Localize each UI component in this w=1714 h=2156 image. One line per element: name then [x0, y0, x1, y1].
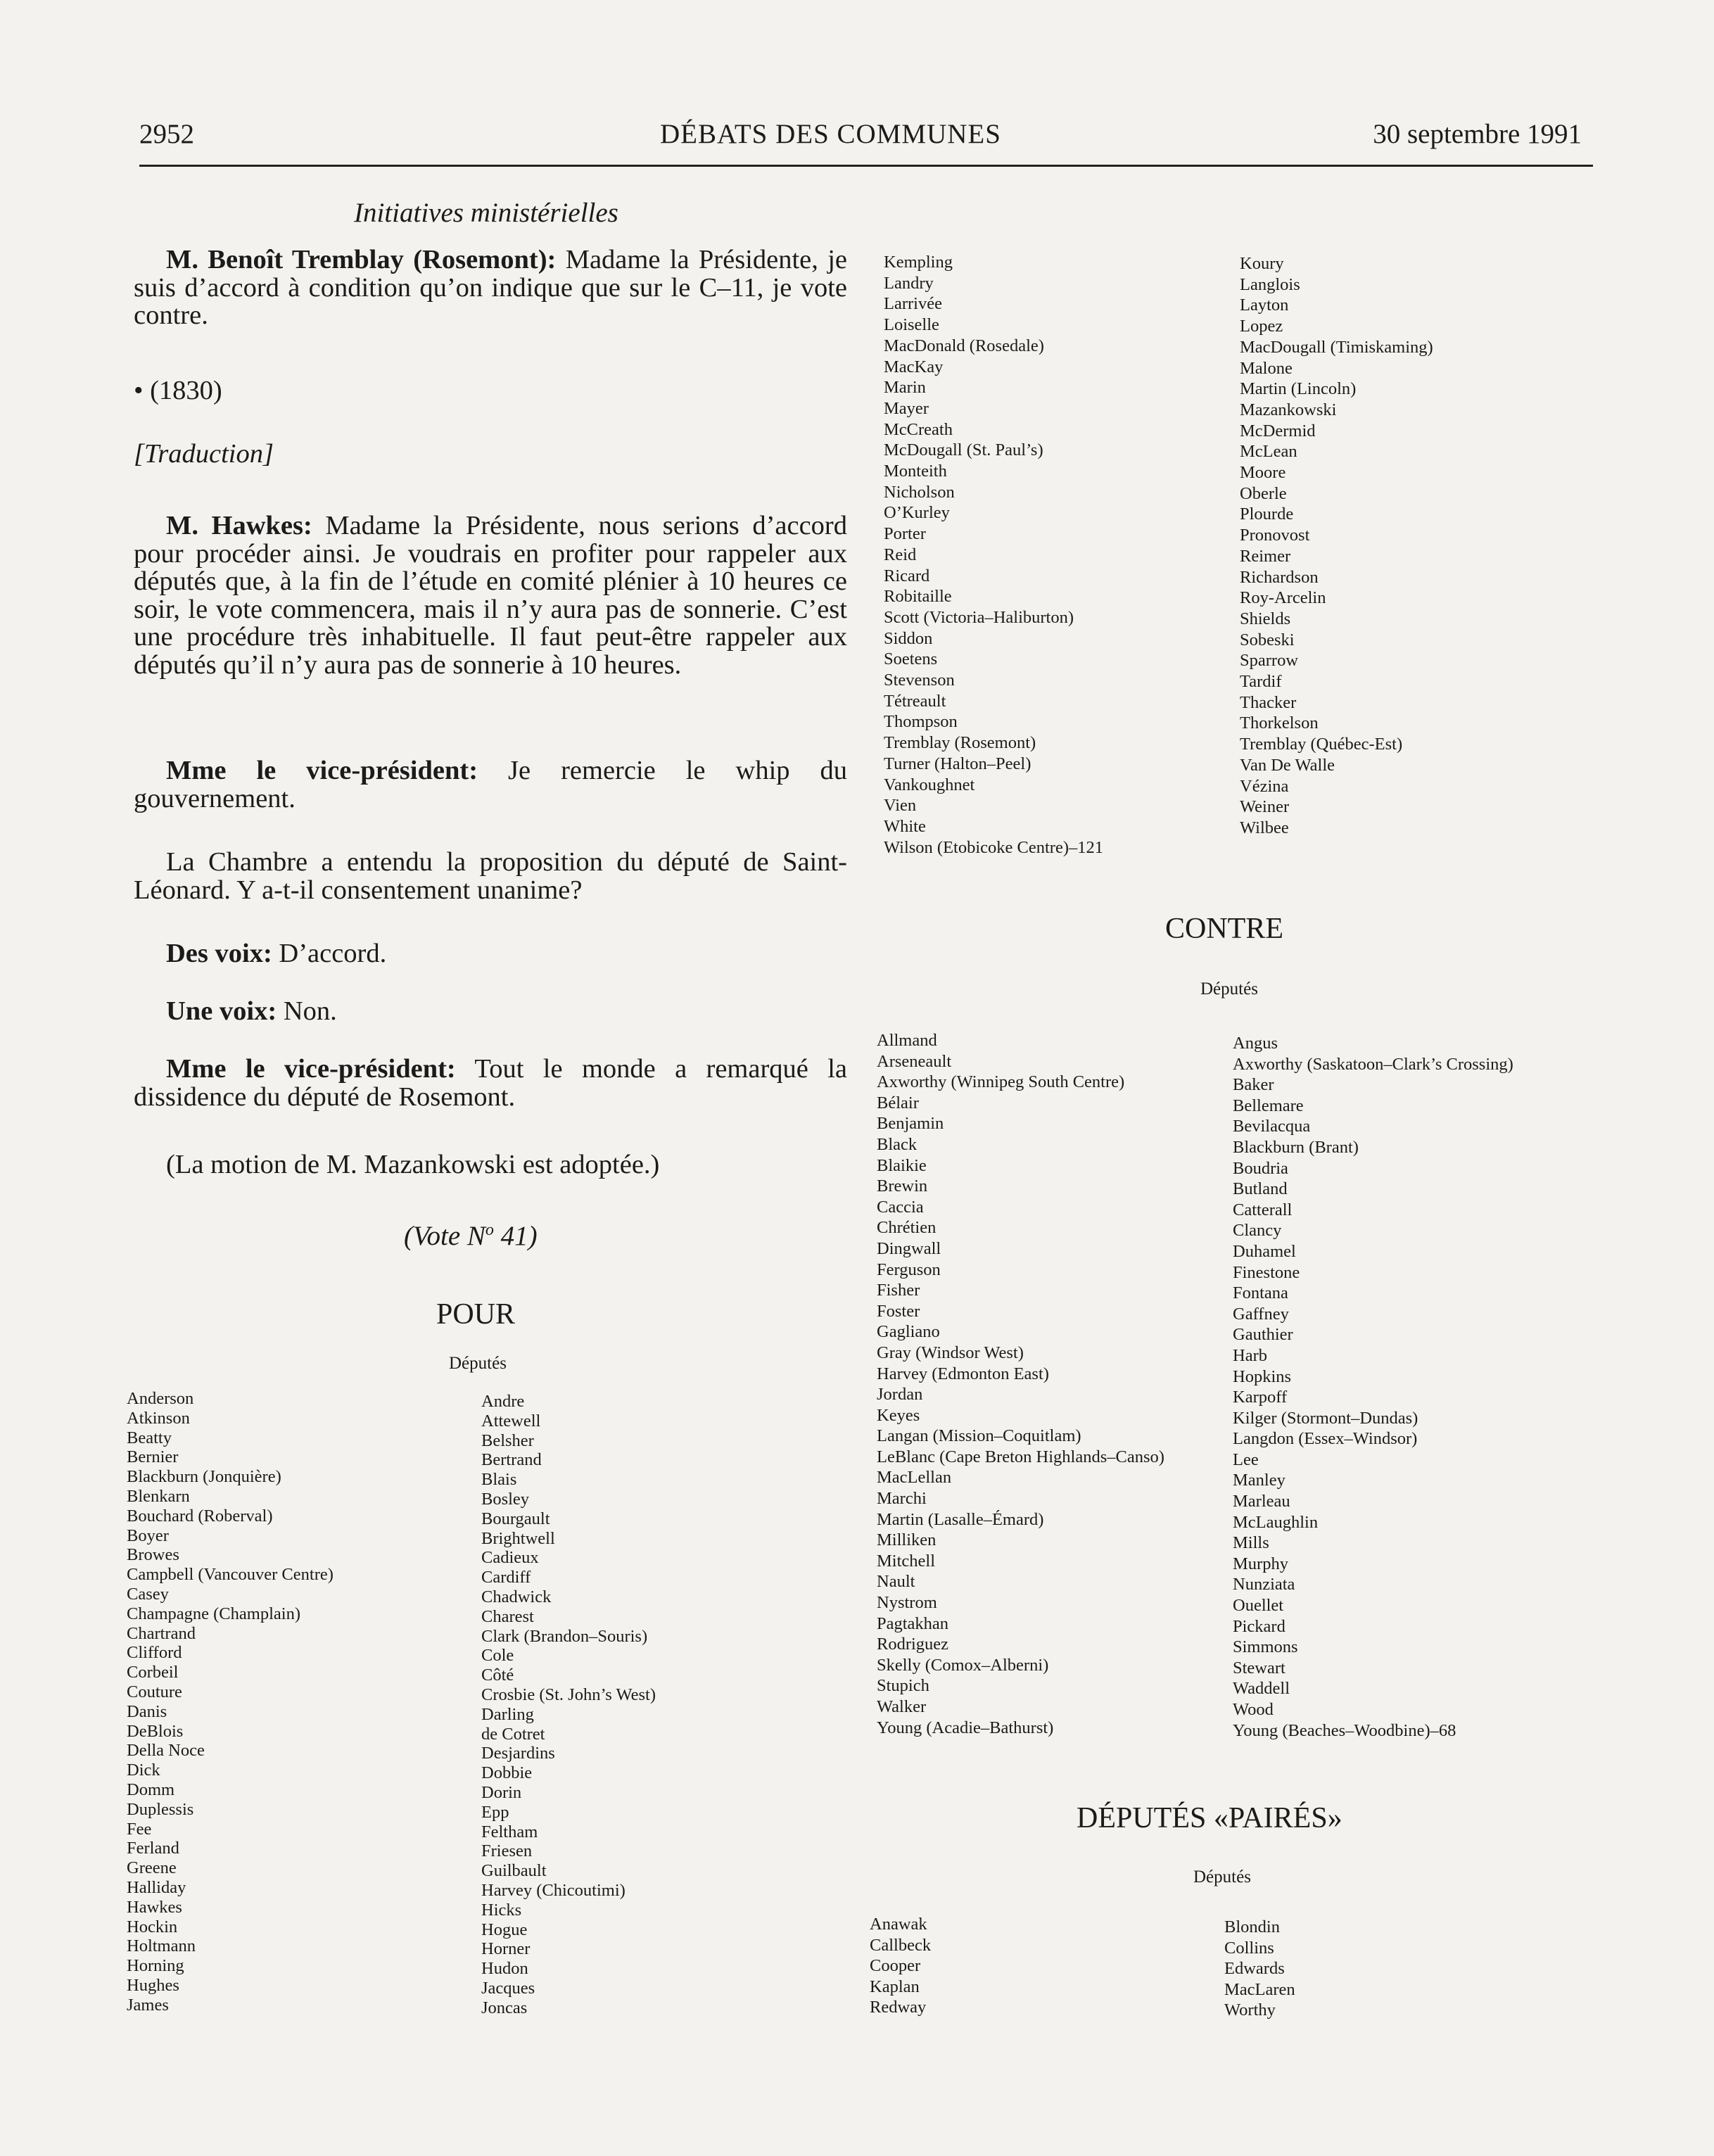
member-name: Gauthier	[1233, 1325, 1293, 1345]
member-name: Rodriguez	[877, 1635, 949, 1654]
member-name: Allmand	[877, 1031, 937, 1050]
member-name: Browes	[127, 1545, 179, 1565]
member-name: Vézina	[1240, 776, 1289, 796]
member-name: Karpoff	[1233, 1388, 1288, 1407]
member-name: Della Noce	[127, 1741, 205, 1761]
member-name: Jacques	[481, 1978, 535, 1998]
paires-subheading: Députés	[1193, 1868, 1251, 1886]
member-name: Lopez	[1240, 317, 1283, 336]
member-name: Thacker	[1240, 692, 1297, 712]
member-name: McLaughlin	[1233, 1512, 1319, 1532]
member-name: Van De Walle	[1240, 755, 1335, 775]
member-name: Hogue	[481, 1920, 528, 1939]
member-name: McLean	[1240, 442, 1297, 462]
member-name: McCreath	[884, 419, 953, 439]
member-name: MacLaren	[1224, 1979, 1295, 1999]
member-name: de Cotret	[481, 1724, 545, 1744]
member-name: Richardson	[1240, 567, 1319, 587]
member-name: Crosbie (St. John’s West)	[481, 1685, 656, 1704]
speaker-name: M. Benoît Tremblay (Rosemont):	[166, 245, 557, 274]
paragraph-vice-president	[134, 757, 847, 813]
member-name: Weiner	[1240, 797, 1290, 817]
member-name: Bertrand	[481, 1450, 542, 1470]
member-name: Epp	[481, 1802, 509, 1822]
vote-superscript: o	[485, 1221, 494, 1239]
member-name: Anderson	[127, 1389, 194, 1408]
member-name: Cooper	[870, 1956, 921, 1976]
member-name: Holtmann	[127, 1936, 196, 1956]
paragraph-une-voix	[134, 998, 847, 1026]
member-name: Hicks	[481, 1900, 522, 1920]
member-name: Black	[877, 1134, 918, 1154]
member-name: Thorkelson	[1240, 714, 1319, 733]
member-name: Marleau	[1233, 1492, 1290, 1511]
member-name: Tétreault	[884, 691, 946, 711]
member-name: Duhamel	[1233, 1241, 1296, 1261]
member-name: Oberle	[1240, 483, 1287, 503]
member-name: Turner (Halton–Peel)	[884, 754, 1031, 773]
member-name: Domm	[127, 1780, 175, 1799]
member-name: Shields	[1240, 609, 1291, 628]
member-name: Malone	[1240, 358, 1293, 378]
member-name: Roy-Arcelin	[1240, 588, 1326, 608]
member-name: Blondin	[1224, 1917, 1280, 1936]
member-name: Tardif	[1240, 672, 1282, 692]
member-name: Corbeil	[127, 1663, 179, 1682]
vote-label: (Vote N	[404, 1221, 485, 1251]
speaker-name: Mme le vice-président:	[166, 756, 478, 785]
member-name: Young (Beaches–Woodbine)–68	[1233, 1720, 1456, 1740]
member-name: Bernier	[127, 1447, 179, 1467]
member-name: Dorin	[481, 1782, 522, 1802]
member-name: Bouchard (Roberval)	[127, 1506, 273, 1526]
member-name: Friesen	[481, 1841, 533, 1861]
vote-num: 41)	[493, 1221, 538, 1251]
journal-title: DÉBATS DES COMMUNES	[660, 119, 1001, 149]
member-name: Cardiff	[481, 1568, 531, 1587]
member-name: LeBlanc (Cape Breton Highlands–Canso)	[877, 1447, 1164, 1466]
paragraph-tremblay	[134, 246, 847, 330]
pour-list-right	[481, 1392, 656, 2018]
member-name: Axworthy (Winnipeg South Centre)	[877, 1072, 1125, 1092]
speaker-name: Mme le vice-président:	[166, 1054, 456, 1084]
member-name: Marchi	[877, 1489, 927, 1509]
member-name: Simmons	[1233, 1637, 1298, 1657]
speech-text: Madame la Présidente, nous serions d’accord pour procéder ainsi. Je voudrais en profiter pour rappeler aux députés que, à la fin de l’étude en comité plénier à 10 heures ce soir, le vote commencera, mais il n’y aura pas de sonnerie. C’est une procédure très inhabituelle. Il faut peut-être rappeler aux députés qu’il n’y aura pas de sonnerie à 10 heures.	[134, 511, 847, 680]
member-name: Wilbee	[1240, 818, 1289, 837]
speech-text: Tout le monde a remarqué la dissidence du député de Rosemont.	[134, 1054, 848, 1112]
member-name: Boyer	[127, 1526, 169, 1545]
member-name: Blenkarn	[127, 1486, 190, 1506]
member-name: Tremblay (Québec-Est)	[1240, 735, 1403, 754]
member-name: Skelly (Comox–Alberni)	[877, 1655, 1049, 1675]
member-name: Belsher	[481, 1431, 534, 1450]
member-name: Baker	[1233, 1075, 1274, 1095]
member-name: Caccia	[877, 1197, 924, 1217]
member-name: McDermid	[1240, 421, 1316, 440]
member-name: Arseneault	[877, 1051, 952, 1071]
member-name: Loiselle	[884, 315, 939, 335]
member-name: Hawkes	[127, 1897, 182, 1917]
member-name: Nunziata	[1233, 1575, 1295, 1594]
member-name: Callbeck	[870, 1935, 932, 1955]
member-name: Benjamin	[877, 1114, 944, 1134]
pour-list-left	[127, 1389, 334, 2015]
member-name: Beatty	[127, 1428, 172, 1447]
member-name: Bourgault	[481, 1509, 550, 1528]
member-name: Sobeski	[1240, 630, 1295, 649]
member-name: Pronovost	[1240, 526, 1310, 545]
member-name: Fee	[127, 1819, 152, 1839]
member-name: Danis	[127, 1701, 167, 1721]
member-name: Cole	[481, 1646, 514, 1666]
member-name: MacDonald (Rosedale)	[884, 336, 1044, 355]
member-name: Tremblay (Rosemont)	[884, 733, 1036, 753]
member-name: Koury	[1240, 254, 1284, 273]
member-name: Kaplan	[870, 1977, 920, 1996]
translation-note: [Traduction]	[134, 439, 274, 469]
member-name: Harb	[1233, 1345, 1267, 1365]
paires-list-left	[870, 1914, 931, 2018]
issue-date: 30 septembre 1991	[1373, 119, 1582, 149]
member-name: Keyes	[877, 1405, 920, 1425]
member-name: Vankoughnet	[884, 775, 975, 794]
member-name: Lee	[1233, 1450, 1259, 1469]
member-name: Reid	[884, 545, 917, 564]
speaker-name: Des voix:	[166, 939, 272, 968]
member-name: Campbell (Vancouver Centre)	[127, 1565, 334, 1585]
member-name: Horning	[127, 1956, 184, 1976]
member-name: Larrivée	[884, 294, 942, 314]
member-name: Moore	[1240, 463, 1286, 483]
speaker-name: M. Hawkes:	[166, 511, 312, 540]
member-name: Blackburn (Brant)	[1233, 1137, 1359, 1157]
member-name: Clancy	[1233, 1221, 1282, 1241]
contre-list-right	[1233, 1033, 1513, 1741]
member-name: Waddell	[1233, 1679, 1290, 1699]
member-name: Charest	[481, 1606, 534, 1626]
member-name: Langlois	[1240, 274, 1300, 294]
member-name: Wood	[1233, 1700, 1274, 1719]
member-name: Finestone	[1233, 1262, 1300, 1282]
member-name: Redway	[870, 1998, 927, 2017]
member-name: Clifford	[127, 1643, 182, 1663]
member-name: Guilbault	[481, 1861, 547, 1881]
paragraph-motion-adoptee: (La motion de M. Mazankowski est adoptée.)	[166, 1150, 660, 1179]
time-marker: • (1830)	[134, 376, 222, 405]
paragraph-proposition: La Chambre a entendu la proposition du député de Saint-Léonard. Y a-t-il consentement unanime?	[134, 847, 847, 905]
member-name: Couture	[127, 1682, 182, 1701]
member-name: Dick	[127, 1761, 160, 1780]
member-name: Manley	[1233, 1471, 1286, 1490]
member-name: Attewell	[481, 1411, 541, 1431]
member-name: DeBlois	[127, 1721, 184, 1741]
member-name: Langdon (Essex–Windsor)	[1233, 1429, 1418, 1449]
member-name: Pickard	[1233, 1616, 1286, 1636]
member-name: James	[127, 1995, 169, 2015]
speech-text: D’accord.	[272, 939, 387, 968]
member-name: Martin (Lincoln)	[1240, 379, 1357, 399]
member-name: Young (Acadie–Bathurst)	[877, 1718, 1054, 1737]
member-name: Hockin	[127, 1917, 178, 1936]
member-name: Reimer	[1240, 546, 1291, 566]
member-name: Nicholson	[884, 482, 955, 502]
member-name: Boudria	[1233, 1158, 1288, 1178]
member-name: Catterall	[1233, 1200, 1293, 1219]
member-name: Worthy	[1224, 2000, 1276, 2020]
member-name: Cadieux	[481, 1548, 539, 1568]
member-name: O’Kurley	[884, 503, 950, 523]
contre-subheading: Députés	[1200, 979, 1258, 998]
member-name: Harvey (Chicoutimi)	[481, 1880, 626, 1900]
member-name: Scott (Victoria–Haliburton)	[884, 607, 1074, 627]
member-name: Ouellet	[1233, 1596, 1284, 1616]
member-name: Feltham	[481, 1822, 538, 1841]
member-name: Martin (Lasalle–Émard)	[877, 1509, 1044, 1529]
member-name: Ferland	[127, 1839, 179, 1858]
pour-subheading: Députés	[449, 1354, 507, 1373]
member-name: Anawak	[870, 1915, 927, 1934]
member-name: Sparrow	[1240, 651, 1299, 671]
member-name: Siddon	[884, 628, 933, 648]
member-name: Brightwell	[481, 1528, 555, 1548]
member-name: Bosley	[481, 1489, 530, 1509]
member-name: Walker	[877, 1697, 927, 1716]
member-name: Chadwick	[481, 1587, 552, 1606]
member-name: Dobbie	[481, 1763, 533, 1783]
member-name: Ricard	[884, 566, 930, 585]
contre-list-left	[877, 1030, 1164, 1738]
speech-text: Je remercie le whip du gouvernement.	[134, 756, 848, 813]
member-name: Butland	[1233, 1179, 1288, 1199]
member-name: Blais	[481, 1470, 517, 1490]
member-name: Nault	[877, 1572, 915, 1592]
member-name: Landry	[884, 273, 934, 293]
paires-heading: DÉPUTÉS «PAIRÉS»	[1077, 1802, 1342, 1834]
member-name: Duplessis	[127, 1799, 194, 1819]
member-name: Halliday	[127, 1877, 186, 1897]
section-title: Initiatives ministérielles	[354, 198, 618, 228]
member-name: Darling	[481, 1704, 534, 1724]
member-name: Bellemare	[1233, 1096, 1304, 1115]
member-name: Layton	[1240, 296, 1289, 315]
member-name: MacKay	[884, 357, 944, 376]
member-name: Stevenson	[884, 671, 955, 690]
member-name: Ferguson	[877, 1260, 941, 1279]
member-name: Gaffney	[1233, 1304, 1289, 1324]
member-name: Brewin	[877, 1177, 928, 1196]
pour-heading: POUR	[436, 1298, 516, 1331]
member-name: White	[884, 816, 926, 836]
member-name: Nystrom	[877, 1593, 937, 1613]
member-name: Axworthy (Saskatoon–Clark’s Crossing)	[1233, 1054, 1513, 1074]
member-name: Foster	[877, 1301, 920, 1321]
member-name: Desjardins	[481, 1744, 555, 1763]
member-name: Hudon	[481, 1959, 528, 1979]
pour-continued-list-right	[1240, 253, 1433, 839]
member-name: Murphy	[1233, 1554, 1288, 1573]
member-name: Porter	[884, 524, 926, 544]
member-name: Hopkins	[1233, 1366, 1292, 1386]
paragraph-hawkes	[134, 512, 847, 679]
member-name: Casey	[127, 1584, 169, 1604]
member-name: Dingwall	[877, 1238, 941, 1258]
speaker-name: Une voix:	[166, 996, 277, 1026]
member-name: Hughes	[127, 1975, 179, 1995]
member-name: Thompson	[884, 712, 958, 732]
pour-continued-list-left	[884, 252, 1103, 858]
member-name: Côté	[481, 1666, 514, 1685]
member-name: MacLellan	[877, 1468, 952, 1488]
member-name: Langan (Mission–Coquitlam)	[877, 1426, 1081, 1446]
member-name: Champagne (Champlain)	[127, 1604, 300, 1623]
member-name: Chartrand	[127, 1623, 196, 1643]
member-name: Joncas	[481, 1998, 528, 2017]
member-name: Mitchell	[877, 1551, 936, 1571]
speech-text: Non.	[277, 996, 337, 1026]
member-name: Atkinson	[127, 1408, 190, 1428]
member-name: Mazankowski	[1240, 400, 1337, 419]
paragraph-des-voix	[134, 940, 847, 968]
member-name: Monteith	[884, 462, 947, 481]
member-name: Soetens	[884, 649, 938, 669]
member-name: Collins	[1224, 1938, 1274, 1958]
member-name: Fontana	[1233, 1283, 1288, 1303]
member-name: Robitaille	[884, 587, 952, 607]
member-name: Greene	[127, 1858, 177, 1878]
page-number: 2952	[139, 119, 194, 149]
member-name: Stupich	[877, 1676, 929, 1696]
member-name: Marin	[884, 378, 926, 398]
member-name: Angus	[1233, 1034, 1278, 1053]
vote-number	[404, 1220, 538, 1252]
paragraph-dissidence	[134, 1055, 847, 1111]
member-name: Gagliano	[877, 1322, 940, 1342]
contre-heading: CONTRE	[1165, 913, 1283, 945]
member-name: Chrétien	[877, 1218, 937, 1238]
member-name: Mayer	[884, 398, 929, 418]
member-name: Harvey (Edmonton East)	[877, 1364, 1049, 1383]
paires-list-right	[1224, 1917, 1295, 2021]
member-name: Pagtakhan	[877, 1613, 949, 1633]
member-name: Blaikie	[877, 1155, 927, 1175]
member-name: Edwards	[1224, 1959, 1285, 1979]
speech-text: Madame la Présidente, je suis d’accord à condition qu’on indique que sur le C–11, je vote contre.	[134, 245, 848, 330]
member-name: McDougall (St. Paul’s)	[884, 440, 1043, 460]
member-name: Bevilacqua	[1233, 1117, 1311, 1136]
member-name: Bélair	[877, 1093, 919, 1112]
member-name: Kilger (Stormont–Dundas)	[1233, 1408, 1418, 1428]
member-name: Wilson (Etobicoke Centre)–121	[884, 837, 1103, 857]
header-rule	[139, 165, 1593, 167]
member-name: Kempling	[884, 253, 953, 272]
member-name: Milliken	[877, 1530, 937, 1550]
member-name: Stewart	[1233, 1658, 1286, 1678]
member-name: Andre	[481, 1392, 525, 1411]
member-name: Vien	[884, 796, 917, 816]
member-name: Gray (Windsor West)	[877, 1343, 1024, 1362]
member-name: Fisher	[877, 1281, 920, 1300]
member-name: MacDougall (Timiskaming)	[1240, 337, 1433, 357]
member-name: Blackburn (Jonquière)	[127, 1467, 281, 1487]
member-name: Horner	[481, 1939, 531, 1959]
member-name: Plourde	[1240, 505, 1294, 524]
member-name: Jordan	[877, 1385, 923, 1404]
member-name: Clark (Brandon–Souris)	[481, 1626, 648, 1646]
member-name: Mills	[1233, 1533, 1269, 1553]
